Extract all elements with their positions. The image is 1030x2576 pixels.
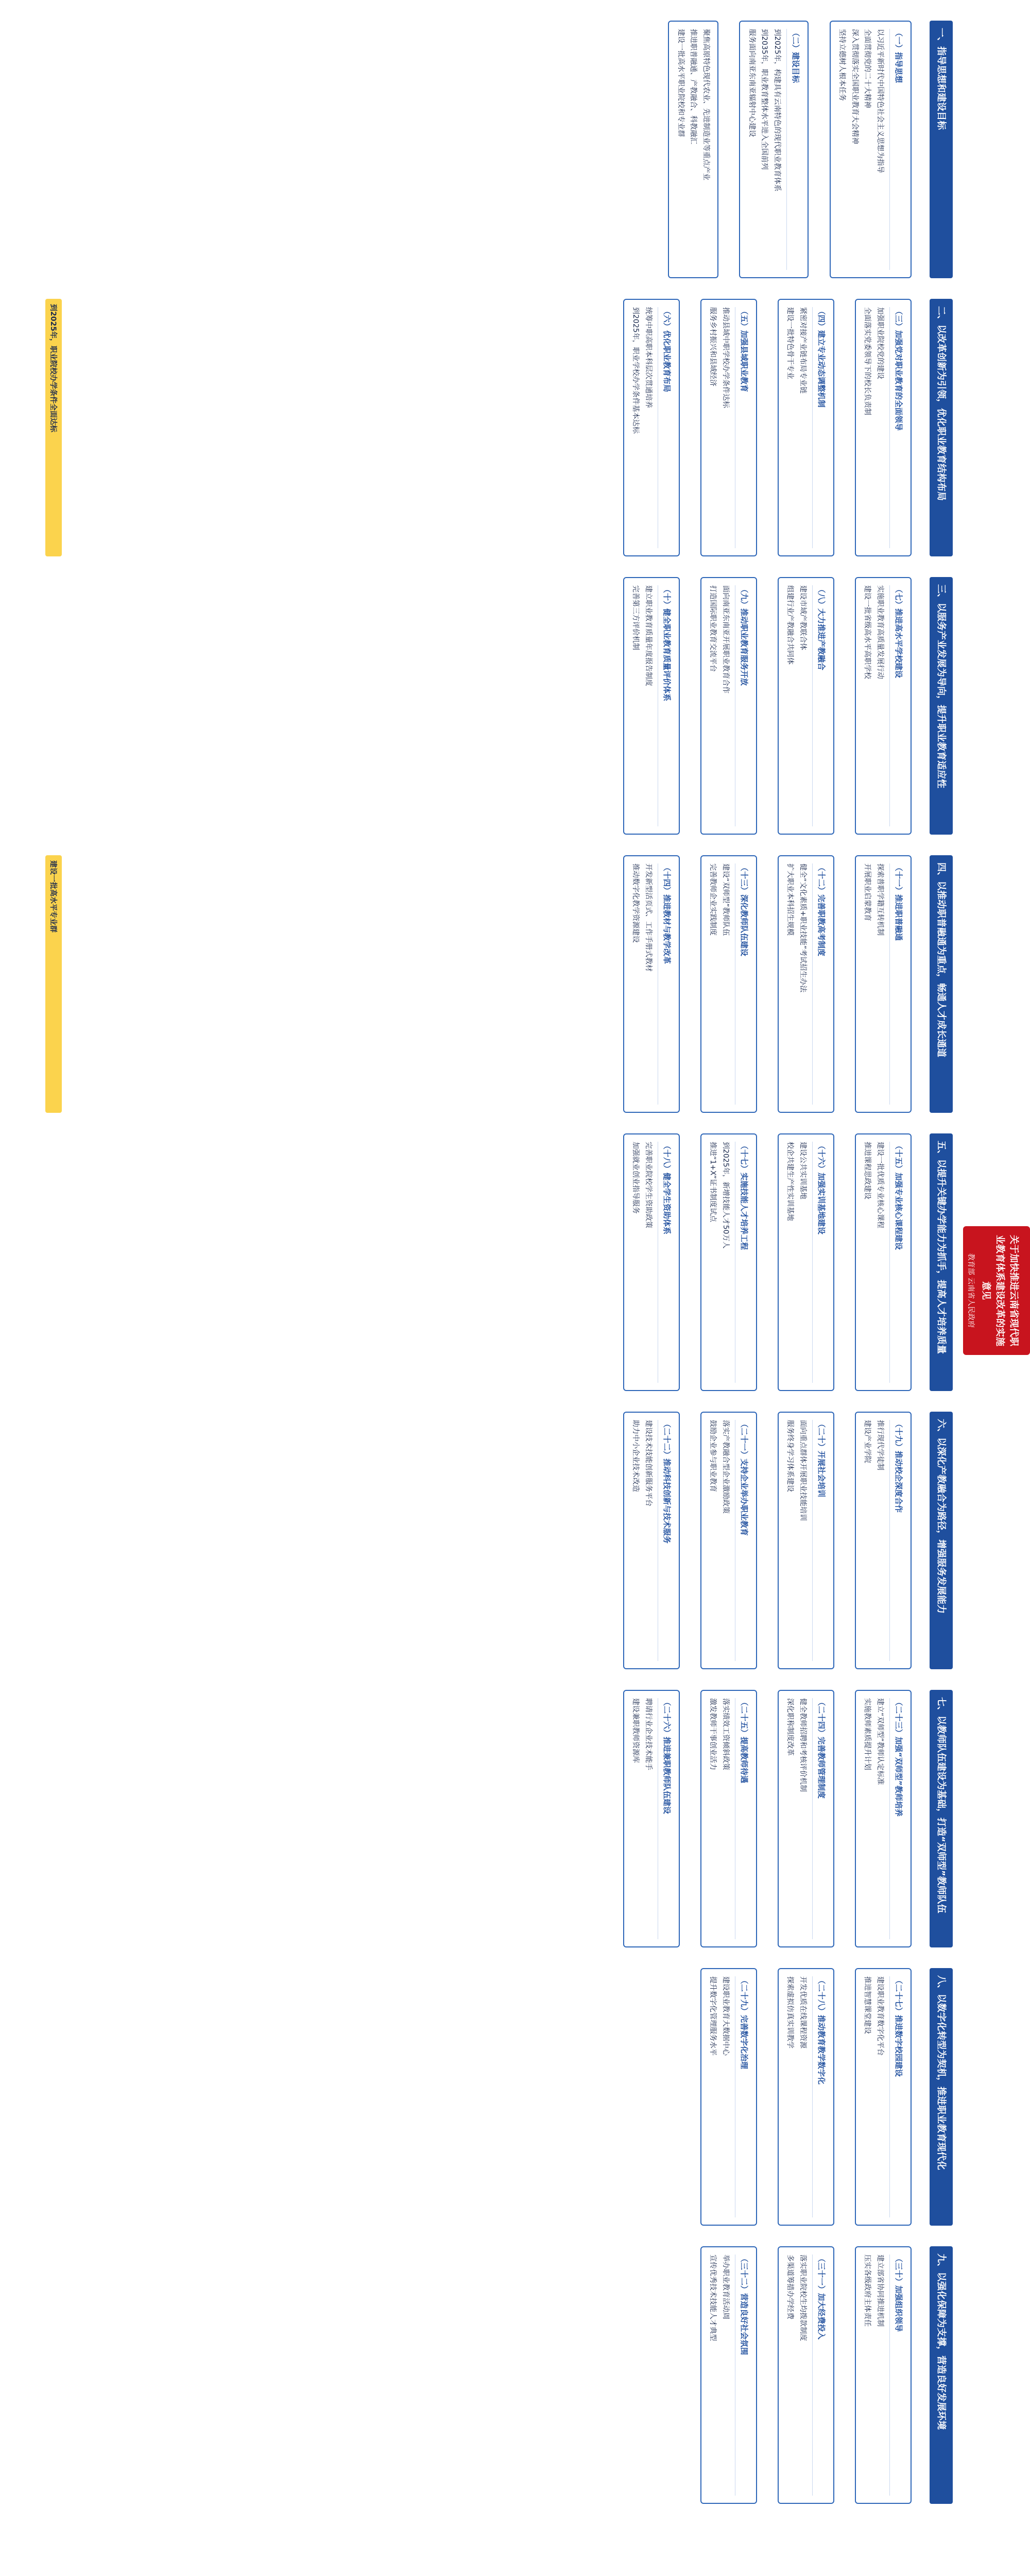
card-title: （十七）实施技能人才培养工程	[735, 1142, 751, 1383]
highlight-note: 建设一批高水平专业群	[45, 855, 62, 1113]
card-line: 建设职业教育大数据中心	[721, 1976, 730, 2056]
band-5-card-3	[700, 1133, 757, 1391]
card-title: （十八）健全学生资助体系	[658, 1142, 674, 1383]
card-title: （二十五）提高教师待遇	[735, 1698, 751, 1939]
card-title: （二十二）推动科技创新与技术服务	[658, 1420, 674, 1661]
band-7-card-2	[778, 1690, 834, 1947]
card-line: 建设兼职教师资源库	[631, 1698, 640, 1763]
band-1-card-1	[830, 21, 912, 278]
card-line: 建设“双师型”教师队伍	[721, 863, 730, 936]
root-subtitle: 教育部 云南省人民政府	[967, 1253, 975, 1328]
band-2-card-3	[700, 299, 757, 556]
card-title: （二十四）完善教师管理制度	[812, 1698, 828, 1939]
card-line: 坚持立德树人根本任务	[838, 29, 847, 101]
card-title: （二十八）推动教育教学数字化	[812, 1976, 828, 2217]
card-title: （十三）深化教师队伍建设	[735, 863, 751, 1105]
band-7-card-4	[623, 1690, 680, 1947]
band-3-card-4	[623, 577, 680, 835]
card-line: 落实职业院校生均拨款制度	[798, 2255, 807, 2341]
card-line: 健全“文化素质+职业技能”考试招生办法	[798, 863, 807, 993]
band-header-7: 七、以教师队伍建设为基础，打造“双师型”教师队伍	[930, 1690, 953, 1947]
card-line: 鼓励企业参与职业教育	[709, 1420, 717, 1492]
card-line: 完善教师企业实践制度	[709, 863, 717, 936]
card-title: （八）大力推进产教融合	[812, 585, 828, 826]
card-line: 面向重点群体开展职业技能培训	[798, 1420, 807, 1521]
card-line: 建立“双师型”教师认定标准	[876, 1698, 884, 1785]
card-title: （三十）加强组织领导	[889, 2255, 905, 2496]
card-line: 助力中小企业技术改造	[631, 1420, 640, 1492]
card-title: （十九）推动校企深度合作	[889, 1420, 905, 1661]
card-line: 校企共建生产性实训基地	[786, 1142, 795, 1221]
card-line: 探索普职学籍互转机制	[876, 863, 884, 936]
card-line: 开发新型活页式、工作手册式教材	[644, 863, 653, 972]
card-line: 激发教师干事创业活力	[709, 1698, 717, 1770]
card-line: 落实绩效工资倾斜政策	[721, 1698, 730, 1770]
card-line: 深入贯彻落实全国职业教育大会精神	[850, 29, 859, 144]
band-5-card-4	[623, 1133, 680, 1391]
card-line: 开展职业启蒙教育	[863, 863, 872, 921]
card-title: （三）加强党对职业教育的全面领导	[889, 307, 905, 548]
band-6-card-2	[778, 1412, 834, 1669]
card-line: 推进课程思政建设	[863, 1142, 872, 1199]
card-line: 开发优质在线课程资源	[798, 1976, 807, 2048]
card-line: 面向南亚东南亚开展职业教育合作	[721, 585, 730, 693]
band-4-card-4	[623, 855, 680, 1113]
band-8-card-3	[700, 1968, 757, 2226]
root-title: 关于加快推进云南省现代职业教育体系建设改革的实施意见	[981, 1235, 1019, 1346]
card-line: 到2025年，新增技能人才50万人	[721, 1142, 730, 1249]
card-title: （十五）加强专业核心课程建设	[889, 1142, 905, 1383]
card-line: 提升数字化管理服务水平	[709, 1976, 717, 2056]
card-line: 建立部省协同推进机制	[876, 2255, 884, 2327]
card-title: （十四）推进教材与教学改革	[658, 863, 674, 1105]
band-6-card-1	[855, 1412, 912, 1669]
highlight-note: 到2025年，职业院校办学条件全面达标	[45, 299, 62, 556]
card-line: 压实各级政府主体责任	[863, 2255, 872, 2327]
band-7-card-1	[855, 1690, 912, 1947]
band-8-card-1	[855, 1968, 912, 2226]
card-line: 建设一批高水平职业院校和专业群	[677, 29, 685, 137]
card-line: 实施职业教育高质量发展行动	[876, 585, 884, 679]
card-line: 推进“1+X”证书制度试点	[709, 1142, 717, 1223]
card-line: 打造国际职业教育交流平台	[709, 585, 717, 672]
card-line: 加强职业院校党的建设	[876, 307, 884, 379]
card-title: （三十一）加大经费投入	[812, 2255, 828, 2496]
card-line: 建设市域产教联合体	[798, 585, 807, 650]
card-line: 全面落实党委领导下的校长负责制	[863, 307, 872, 415]
band-header-8: 八、以数字化转型为契机，推进职业教育现代化	[930, 1968, 953, 2226]
band-4-card-2	[778, 855, 834, 1113]
card-title: （二十）开展社会培训	[812, 1420, 828, 1661]
card-title: （七）推进高水平学校建设	[889, 585, 905, 826]
card-title: （十二）完善职教高考制度	[812, 863, 828, 1105]
band-9-card-3	[700, 2246, 757, 2504]
card-line: 统筹中职高职本科层次贯通培养	[644, 307, 653, 408]
band-header-5: 五、以提升关键办学能力为抓手，提高人才培养质量	[930, 1133, 953, 1391]
card-line: 建设公共实训基地	[798, 1142, 807, 1199]
card-line: 加强就业创业指导服务	[631, 1142, 640, 1214]
card-line: 服务终身学习体系建设	[786, 1420, 795, 1492]
card-title: （十一）推进职普融通	[889, 863, 905, 1105]
card-title: （二十三）加强“双师型”教师培养	[889, 1698, 905, 1939]
card-title: （十）健全职业教育质量评价体系	[658, 585, 674, 826]
card-line: 服务面向南亚东南亚辐射中心建设	[747, 29, 756, 137]
band-3-card-3	[700, 577, 757, 835]
card-line: 聚焦高原特色现代农业、先进制造业等重点产业	[702, 29, 710, 180]
card-line: 建设职业教育数字化平台	[876, 1976, 884, 2056]
band-header-6: 六、以深化产教融合为路径，增强服务发展能力	[930, 1412, 953, 1669]
card-title: （三十二）营造良好社会氛围	[735, 2255, 751, 2496]
card-title: （二十一）支持企业举办职业教育	[735, 1420, 751, 1661]
card-line: 到2025年，职业学校办学条件基本达标	[631, 307, 640, 434]
card-line: 宣传优秀技术技能人才典型	[709, 2255, 717, 2341]
card-line: 全面贯彻党的二十大精神	[863, 29, 872, 108]
card-line: 组建行业产教融合共同体	[786, 585, 795, 665]
card-line: 扩大职业本科招生规模	[786, 863, 795, 936]
band-3-card-2	[778, 577, 834, 835]
band-5-card-1	[855, 1133, 912, 1391]
card-line: 建设一批特色骨干专业	[786, 307, 795, 379]
card-line: 实施教师素质提升计划	[863, 1698, 872, 1770]
card-line: 建设技术技能创新服务平台	[644, 1420, 653, 1506]
card-title: （二十九）完善数字化治理	[735, 1976, 751, 2217]
band-1-card-3	[668, 21, 719, 278]
card-line: 深化职称制度改革	[786, 1698, 795, 1756]
band-2-card-2	[778, 299, 834, 556]
card-line: 推行现代学徒制	[876, 1420, 884, 1470]
card-title: （二）建设目标	[786, 29, 802, 270]
band-4-card-3	[700, 855, 757, 1113]
card-line: 落实产教融合型企业激励政策	[721, 1420, 730, 1514]
card-line: 推动数字化教学资源建设	[631, 863, 640, 943]
band-9-card-1	[855, 2246, 912, 2504]
card-line: 完善第三方评价机制	[631, 585, 640, 650]
card-line: 建设一批优质专业核心课程	[876, 1142, 884, 1228]
card-title: （十六）加强实训基地建设	[812, 1142, 828, 1383]
band-2-card-4	[623, 299, 680, 556]
card-line: 推进职普融通、产教融合、科教融汇	[689, 29, 698, 144]
band-header-9: 九、以强化保障为支撑，营造良好发展环境	[930, 2246, 953, 2504]
root-title-box	[963, 1226, 1030, 1355]
band-header-2: 二、以改革创新为引领，优化职业教育结构布局	[930, 299, 953, 556]
card-line: 到2035年，职业教育整体水平进入全国前列	[760, 29, 769, 170]
band-7-card-3	[700, 1690, 757, 1947]
band-3-card-1	[855, 577, 912, 835]
band-header-4: 四、以推动职普融通为重点，畅通人才成长通道	[930, 855, 953, 1113]
card-title: （四）建立专业动态调整机制	[812, 307, 828, 548]
card-title: （二十七）推进数字校园建设	[889, 1976, 905, 2217]
band-4-card-1	[855, 855, 912, 1113]
band-6-card-3	[700, 1412, 757, 1669]
card-line: 建设产业学院	[863, 1420, 872, 1463]
card-line: 多渠道筹措办学经费	[786, 2255, 795, 2319]
band-6-card-4	[623, 1412, 680, 1669]
card-line: 到2025年，构建具有云南特色的现代职业教育体系	[772, 29, 781, 192]
card-line: 完善职业院校学生资助政策	[644, 1142, 653, 1228]
band-8-card-2	[778, 1968, 834, 2226]
card-line: 探索虚拟仿真实训教学	[786, 1976, 795, 2048]
card-line: 举办职业教育活动周	[721, 2255, 730, 2319]
card-title: （九）推动职业教育服务开放	[735, 585, 751, 826]
band-header-1: 一、指导思想和建设目标	[930, 21, 953, 278]
card-line: 建设一批省级高水平高职学校	[863, 585, 872, 679]
band-2-card-1	[855, 299, 912, 556]
band-9-card-2	[778, 2246, 834, 2504]
card-line: 服务乡村振兴和县域经济	[709, 307, 717, 386]
band-header-3: 三、以服务产业发展为导向，提升职业教育适应性	[930, 577, 953, 835]
card-line: 以习近平新时代中国特色社会主义思想为指导	[876, 29, 884, 173]
band-1-card-2	[739, 21, 809, 278]
card-line: 建立职业教育质量年度报告制度	[644, 585, 653, 686]
card-line: 健全教师招聘和考核评价机制	[798, 1698, 807, 1792]
card-title: （一）指导思想	[889, 29, 905, 270]
card-line: 聘请行业企业技术能手	[644, 1698, 653, 1770]
card-line: 推动县域中职学校办学条件达标	[721, 307, 730, 408]
card-title: （五）加强县域职业教育	[735, 307, 751, 548]
card-title: （二十六）推进兼职教师队伍建设	[658, 1698, 674, 1939]
card-line: 推进智慧课堂建设	[863, 1976, 872, 2034]
band-5-card-2	[778, 1133, 834, 1391]
card-title: （六）优化职业教育布局	[658, 307, 674, 548]
card-line: 紧密对接产业链布局专业链	[798, 307, 807, 394]
